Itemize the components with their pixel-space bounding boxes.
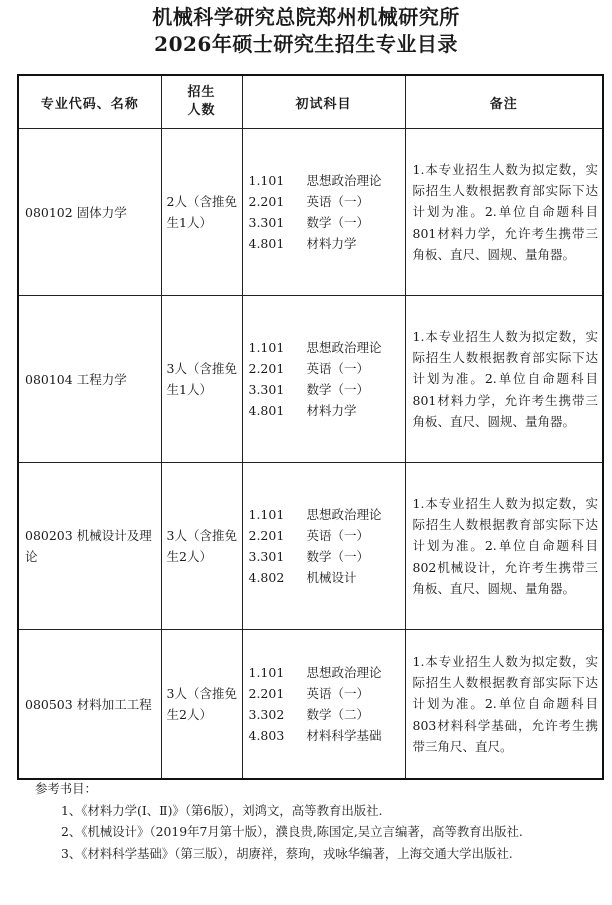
exam-item	[249, 683, 405, 704]
exams-cell	[242, 296, 405, 463]
exam-item	[249, 233, 405, 254]
exams-cell	[242, 630, 405, 780]
exam-item	[249, 358, 405, 379]
note-cell: 1.本专业招生人数为拟定数，实际招生人数根据教育部实际下达计划为准。2.单位自命题科目801材料力学，允许考生携带三角板、直尺、圆规、量角器。	[405, 129, 603, 296]
exam-code: 2.201	[248, 194, 285, 209]
note-cell: 1.本专业招生人数为拟定数，实际招生人数根据教育部实际下达计划为准。2.单位自命题科目802机械设计，允许考生携带三角板、直尺、圆规、量角器。	[405, 463, 603, 630]
exam-item	[249, 191, 405, 212]
reference-item: 2、《机械设计》（2019年7月第十版），濮良贵,陈国定,吴立言编著，高等教育出版社.	[61, 824, 523, 839]
exam-name: 思想政治理论	[306, 340, 382, 355]
table-row	[18, 129, 603, 296]
count-cell: 3人（含推免生2人）	[161, 630, 242, 780]
count-cell: 3人（含推免生2人）	[161, 463, 242, 630]
exam-code: 4.801	[248, 403, 285, 418]
major-cell: 080203 机械设计及理论	[18, 463, 161, 630]
exam-name: 数学（二）	[306, 707, 370, 722]
exam-item	[249, 725, 405, 746]
major-cell: 080503 材料加工工程	[18, 630, 161, 780]
exam-item	[249, 567, 405, 588]
exam-item	[249, 546, 405, 567]
column-header-major: 专业代码、名称	[18, 75, 161, 129]
catalog-table	[17, 74, 604, 780]
exam-code: 3.301	[248, 549, 285, 564]
exam-code: 4.803	[248, 728, 285, 743]
column-header-count	[161, 75, 242, 129]
exam-code: 2.201	[248, 528, 285, 543]
references-title: 参考书目：	[35, 781, 97, 796]
exam-code: 1.101	[248, 507, 285, 522]
count-cell: 2人（含推免生1人）	[161, 129, 242, 296]
exam-name: 英语（一）	[306, 528, 370, 543]
exam-name: 思想政治理论	[306, 173, 382, 188]
page-title: 机械科学研究总院郑州机械研究所	[152, 5, 460, 29]
exam-name: 英语（一）	[306, 194, 370, 209]
exam-name: 数学（一）	[306, 382, 370, 397]
column-header-count-line1: 招生	[187, 85, 216, 100]
page-subtitle: 2026年硕士研究生招生专业目录	[154, 32, 458, 56]
exam-code: 3.302	[248, 707, 285, 722]
exam-item	[249, 379, 405, 400]
exam-item	[249, 704, 405, 725]
exam-item	[249, 662, 405, 683]
exam-name: 材料科学基础	[306, 728, 382, 743]
exam-item	[249, 504, 405, 525]
table-row	[18, 296, 603, 463]
column-header-notes: 备注	[405, 75, 603, 129]
column-header-exams: 初试科目	[242, 75, 405, 129]
table-header-row	[18, 75, 603, 129]
exam-item	[249, 212, 405, 233]
exams-cell	[242, 463, 405, 630]
major-cell: 080104 工程力学	[18, 296, 161, 463]
exam-name: 数学（一）	[306, 549, 370, 564]
exam-code: 2.201	[248, 686, 285, 701]
exam-name: 英语（一）	[306, 686, 370, 701]
reference-item: 1、《材料力学(Ⅰ、Ⅱ)》（第6版），刘鸿文，高等教育出版社.	[61, 802, 383, 818]
exam-code: 3.301	[248, 215, 285, 230]
exam-item	[249, 525, 405, 546]
exam-name: 材料力学	[306, 236, 357, 251]
exam-code: 3.301	[248, 382, 285, 397]
exam-name: 思想政治理论	[306, 665, 382, 680]
exam-item	[249, 400, 405, 421]
exam-name: 数学（一）	[306, 215, 370, 230]
column-header-count-line2: 人数	[187, 103, 216, 118]
exam-code: 2.201	[248, 361, 285, 376]
table-row	[18, 630, 603, 780]
count-cell: 3人（含推免生1人）	[161, 296, 242, 463]
exam-name: 英语（一）	[306, 361, 370, 376]
note-cell: 1.本专业招生人数为拟定数，实际招生人数根据教育部实际下达计划为准。2.单位自命题科目803材料科学基础，允许考生携带三角尺、直尺。	[405, 630, 603, 780]
exam-name: 机械设计	[306, 570, 357, 585]
major-cell: 080102 固体力学	[18, 129, 161, 296]
exam-code: 4.801	[248, 236, 285, 251]
note-cell: 1.本专业招生人数为拟定数，实际招生人数根据教育部实际下达计划为准。2.单位自命题科目801材料力学，允许考生携带三角板、直尺、圆规、量角器。	[405, 296, 603, 463]
exam-code: 4.802	[248, 570, 285, 585]
exam-item	[249, 170, 405, 191]
table-row	[18, 463, 603, 630]
reference-item: 3、《材料科学基础》（第三版），胡赓祥，蔡珣，戎咏华编著，上海交通大学出版社.	[61, 845, 513, 861]
references-section	[17, 778, 602, 864]
exam-name: 思想政治理论	[306, 507, 382, 522]
exam-code: 1.101	[248, 340, 285, 355]
exam-name: 材料力学	[306, 403, 357, 418]
exam-code: 1.101	[248, 665, 285, 680]
exam-item	[249, 337, 405, 358]
exam-code: 1.101	[248, 173, 285, 188]
exams-cell	[242, 129, 405, 296]
